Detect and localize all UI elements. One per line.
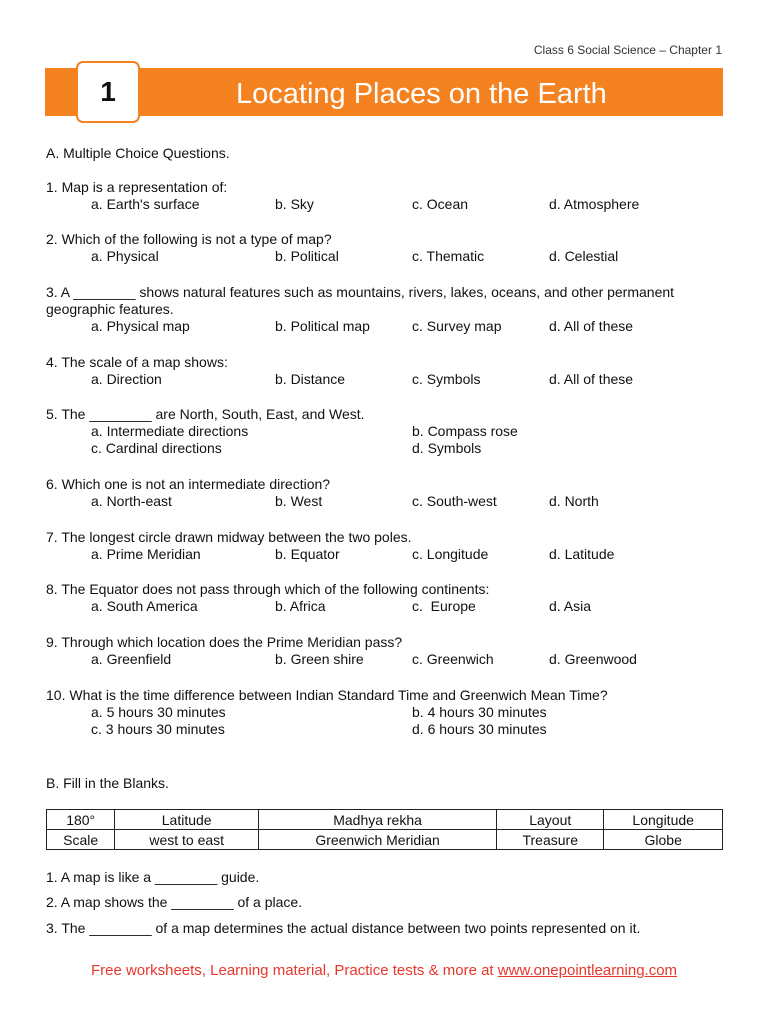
question-2 bbox=[46, 231, 726, 265]
option-b: b. 4 hours 30 minutes bbox=[412, 704, 547, 720]
table-cell: Longitude bbox=[604, 810, 723, 830]
table-cell: Latitude bbox=[115, 810, 259, 830]
option-d: d. 6 hours 30 minutes bbox=[412, 721, 547, 737]
option-b: b. Compass rose bbox=[412, 423, 518, 439]
question-text: 6. Which one is not an intermediate direction? bbox=[46, 476, 331, 492]
question-5 bbox=[46, 406, 726, 457]
question-text: 8. The Equator does not pass through which of the following continents: bbox=[46, 581, 490, 597]
option-d: d. North bbox=[549, 493, 599, 509]
table-cell: Treasure bbox=[497, 830, 604, 850]
option-a: a. Intermediate directions bbox=[91, 423, 249, 439]
footer-text: Free worksheets, Learning material, Practice tests & more at bbox=[90, 962, 498, 979]
table-cell: Layout bbox=[497, 810, 604, 830]
question-10 bbox=[46, 687, 726, 738]
option-b: b. Political map bbox=[275, 318, 370, 334]
option-b: b. Africa bbox=[275, 598, 326, 614]
option-d: d. Atmosphere bbox=[549, 196, 640, 212]
option-b: b. Green shire bbox=[275, 651, 364, 667]
option-a: a. Physical bbox=[91, 248, 159, 264]
option-b: b. Equator bbox=[275, 546, 340, 562]
question-text: 9. Through which location does the Prime Meridian pass? bbox=[46, 634, 403, 650]
option-c: c. Ocean bbox=[412, 196, 469, 212]
footer bbox=[0, 962, 768, 979]
page-subtitle: Class 6 Social Science – Chapter 1 bbox=[533, 43, 722, 57]
question-6 bbox=[46, 476, 726, 510]
option-b: b. West bbox=[275, 493, 323, 509]
option-a: a. North-east bbox=[91, 493, 172, 509]
option-d: d. Greenwood bbox=[549, 651, 637, 667]
fill-blank-3: 3. The ________ of a map determines the actual distance between two points represented on it. bbox=[46, 920, 641, 936]
question-8 bbox=[46, 581, 726, 615]
option-a: a. Greenfield bbox=[91, 651, 172, 667]
option-b: b. Distance bbox=[275, 371, 346, 387]
option-c: c. Greenwich bbox=[412, 651, 494, 667]
option-d: d. Asia bbox=[549, 598, 592, 614]
option-c: c. Europe bbox=[412, 598, 476, 614]
fill-blank-1: 1. A map is like a ________ guide. bbox=[46, 869, 260, 885]
section-a-heading: A. Multiple Choice Questions. bbox=[46, 145, 230, 161]
question-text: 3. A ________ shows natural features such as mountains, rivers, lakes, oceans, and other permanent geographic features. bbox=[46, 284, 675, 317]
option-c: c. Thematic bbox=[412, 248, 485, 264]
option-d: d. Latitude bbox=[549, 546, 615, 562]
option-a: a. Prime Meridian bbox=[91, 546, 201, 562]
table-row bbox=[47, 810, 723, 830]
table-cell: 180° bbox=[47, 810, 115, 830]
option-c: c. 3 hours 30 minutes bbox=[91, 721, 225, 737]
question-text: 1. Map is a representation of: bbox=[46, 179, 228, 195]
option-a: a. South America bbox=[91, 598, 198, 614]
question-text: 2. Which of the following is not a type of map? bbox=[46, 231, 332, 247]
word-bank-table bbox=[46, 809, 723, 850]
option-d: d. All of these bbox=[549, 318, 634, 334]
table-row bbox=[47, 830, 723, 850]
question-1 bbox=[46, 179, 726, 213]
option-c: c. Cardinal directions bbox=[91, 440, 222, 456]
option-a: a. Physical map bbox=[91, 318, 190, 334]
option-c: c. Survey map bbox=[412, 318, 502, 334]
section-b-heading: B. Fill in the Blanks. bbox=[46, 775, 169, 791]
option-c: c. Longitude bbox=[412, 546, 489, 562]
question-7 bbox=[46, 529, 726, 563]
option-a: a. Earth's surface bbox=[91, 196, 200, 212]
question-9 bbox=[46, 634, 726, 668]
option-c: c. Symbols bbox=[412, 371, 481, 387]
chapter-number-badge: 1 bbox=[76, 61, 140, 123]
option-d: d. All of these bbox=[549, 371, 634, 387]
option-d: d. Celestial bbox=[549, 248, 619, 264]
option-b: b. Sky bbox=[275, 196, 314, 212]
table-cell: Greenwich Meridian bbox=[259, 830, 497, 850]
option-d: d. Symbols bbox=[412, 440, 482, 456]
option-a: a. Direction bbox=[91, 371, 162, 387]
question-text: 4. The scale of a map shows: bbox=[46, 354, 228, 370]
question-text: 7. The longest circle drawn midway between the two poles. bbox=[46, 529, 412, 545]
fill-blank-2: 2. A map shows the ________ of a place. bbox=[46, 894, 303, 910]
option-a: a. 5 hours 30 minutes bbox=[91, 704, 226, 720]
option-c: c. South-west bbox=[412, 493, 497, 509]
footer-link[interactable]: www.onepointlearning.com bbox=[497, 962, 678, 979]
question-4 bbox=[46, 354, 726, 388]
question-3 bbox=[46, 284, 726, 335]
chapter-title: Locating Places on the Earth bbox=[236, 78, 607, 110]
table-cell: Madhya rekha bbox=[259, 810, 497, 830]
question-text: 5. The ________ are North, South, East, and West. bbox=[46, 406, 365, 422]
table-cell: Globe bbox=[604, 830, 723, 850]
table-cell: west to east bbox=[115, 830, 259, 850]
question-text: 10. What is the time difference between Indian Standard Time and Greenwich Mean Time? bbox=[46, 687, 608, 703]
table-cell: Scale bbox=[47, 830, 115, 850]
option-b: b. Political bbox=[275, 248, 339, 264]
